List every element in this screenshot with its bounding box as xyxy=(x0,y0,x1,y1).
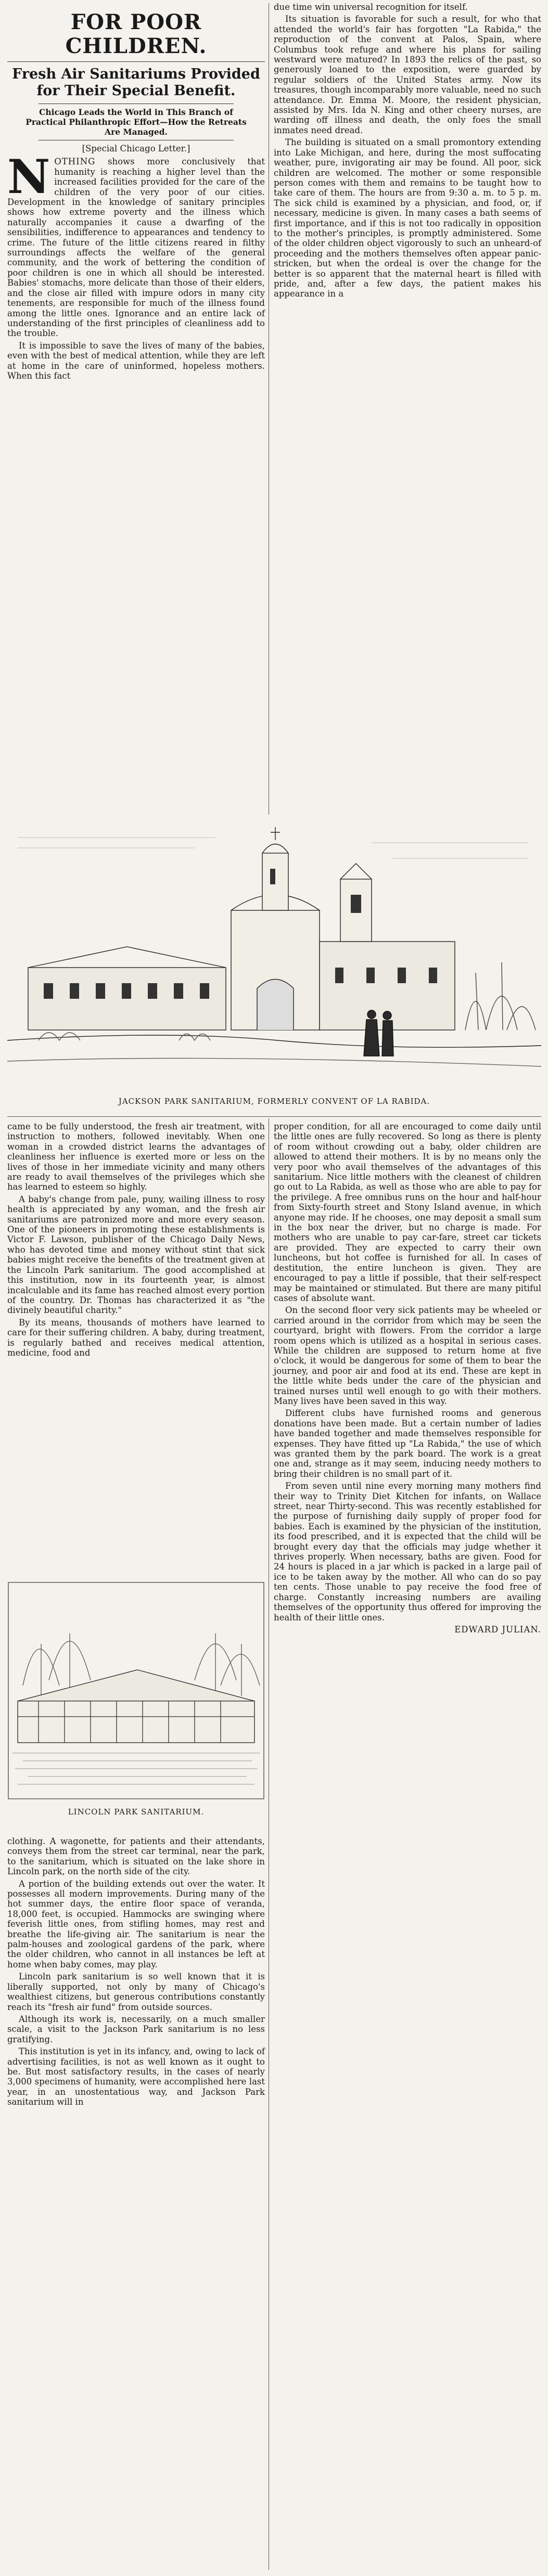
paragraph: Different clubs have furnished rooms and generous donations have been made. But a certain number of ladies have banded together and made themselves responsible for expenses. They have fitted up "La Rabida," the use of which was granted them by the park board. The work is a great one and, strange as it may seem, inducing needy mothers to bring their children is no small part of it. xyxy=(274,1408,541,1479)
headline: FOR POOR CHILDREN. xyxy=(65,10,207,58)
paragraph: From seven until nine every morning many mothers find their way to Trinity Diet Kitchen for infants, on Wallace street, near Thirty-second. This was recently established for the purpose of furnishing daily supply of proper food for babies. Each is examined by the physician of the institution, its food prescribed, and it is expected that the child will be brought every day that the officials may judge whether it thrives properly. When necessary, baths are given. Food for 24 hours is placed in a jar which is packed in a large pail of ice to be taken away by the mother. All who can do so pay ten cents. Those unable to pay receive the food free of charge. Constantly increasing numbers are availing themselves of the opportunity thus offered for improving the health of their little ones. xyxy=(274,1481,541,1622)
subheadline: Fresh Air Sanitariums Provided for Their Special Benefit. xyxy=(12,66,260,99)
column-2 xyxy=(274,2,541,301)
figure-caption: LINCOLN PARK SANITARIUM. xyxy=(68,1807,205,1817)
dateline: [Special Chicago Letter.] xyxy=(82,144,190,153)
figure-caption: JACKSON PARK SANITARIUM, FORMERLY CONVENT OF LA RABIDA. xyxy=(118,1097,430,1106)
column-1 xyxy=(7,7,265,383)
lincoln-park-illustration xyxy=(7,1581,265,1800)
lead-caps: OTHING xyxy=(54,157,96,167)
drop-cap: N xyxy=(7,149,50,205)
paragraph: A baby's change from pale, puny, wailing illness to rosy health is appreciated by any woman, and the fresh air sanitariums are patronized more and more every season. One of the pioneers in promoting these establishments is Victor F. Lawson, publisher of the Chicago Daily News, who has devoted time and money without stint that sick babies might receive the benefits of the treatment given at the Lincoln Park sanitarium. The good accomplished at this institution, now in its fourteenth year, is almost incalculable and its fame has reached almost every portion of the country. Dr. Thomas has characterized it as "the divinely beautiful charity." xyxy=(7,1194,265,1316)
column-5 xyxy=(7,1836,265,2109)
paragraph: clothing. A wagonette, for patients and their attendants, conveys them from the street car terminal, near the park, to the sanitarium, which is situated on the lake shore in Lincoln park, on the north side of the city. xyxy=(7,1836,265,1877)
jackson-park-illustration xyxy=(7,817,541,1087)
paragraph: It is impossible to save the lives of many of the babies, even with the best of medical attention, while they are left at home in the care of uninformed, hopeless mothers. When this fact xyxy=(7,340,265,381)
figure-rule xyxy=(7,1116,541,1117)
divider xyxy=(7,61,265,62)
paragraph: By its means, thousands of mothers have learned to care for their suffering children. A baby, during treatment, is regularly bathed and receives medical attention, medicine, food and xyxy=(7,1317,265,1358)
paragraph: Lincoln park sanitarium is so well known that it is liberally supported, not only by many of Chicago's wealthiest citizens, but generous contributions constantly reach its "fresh air fund" from outside sources. xyxy=(7,1972,265,2012)
paragraph xyxy=(7,149,265,339)
paragraph: A portion of the building extends out over the water. It possesses all modern improvements. During many of the hot summer days, the entire floor space of veranda, 18,000 feet, is occupied. Hammocks are swinging where feverish little ones, from stifling homes, may rest and breathe the life-giving air. The sanitarium is near the palm-houses and zoological gardens of the park, where the older children, who cannot in all instances be left at home when baby comes, may play. xyxy=(7,1878,265,1969)
byline: EDWARD JULIAN. xyxy=(454,1624,541,1634)
column-4 xyxy=(274,1122,541,1634)
paragraph: On the second floor very sick patients may be wheeled or carried around in the corridor from which may be seen the courtyard, bright with flowers. From the corridor a large room opens which is utilized as a hospital in serious cases. While the children are supposed to return home at five o'clock, it would be dangerous for some of them to bear the journey, and poor air and food at its end. These are kept in the little white beds under the care of the physician and trained nurses until well enough to go with their mothers. Many lives have been saved in this way. xyxy=(274,1305,541,1406)
paragraph: Its situation is favorable for such a result, for who that attended the world's fair has forgotten "La Rabida," the reproduction of the convent at Palos, Spain, where Columbus took refuge and where his plans for sailing westward were matured? In 1893 the relics of the past, so generously loaned to the exposition, were guarded by regular soldiers of the United States army. Now its treasures, though incomparably more valuable, need no such attendance. Dr. Emma M. Moore, the resident physician, assisted by Mrs. Ida N. King and other cheery nurses, are warding off illness and death, the only foes the small inmates need dread. xyxy=(274,14,541,135)
paragraph: The building is situated on a small promontory extending into Lake Michigan, and here, during the most suffocating weather, pure, invigorating air may be found. All poor, sick children are welcomed. The mother or some responsible person comes with them and remains to be taught how to take care of them. The hours are from 9:30 a. m. to 5 p. m. The sick child is examined by a physician, and food, or, if necessary, medicine is given. In many cases a bath seems of first importance, and if this is not too radically in opposition to the mother's principles, is promptly administered. Some of the older children object vigorously to such an unheard-of proceeding and the mothers themselves often appear panic-stricken, but when the ordeal is over the change for the better is so apparent that the maternal heart is filled with pride, and, after a few days, the patient makes his appearance in a xyxy=(274,137,541,299)
deck: Chicago Leads the World in This Branch of Practical Philanthropic Effort—How the Retreats Are Managed. xyxy=(26,107,247,137)
paragraph-text: shows more conclusively that humanity is reaching a higher level than the increased facilities provided for the care of the children of the very poor of our cities. Development in the knowledge of sanitary principles shows how extreme poverty and the illness which naturally accompanies it cause a dwarfing of the sensibilities, indifference to appearances and tendency to crime. The future of the little citizens reared in filthy surroundings affects the welfare of the general community, and the work of bettering the condition of poor children is one in which all should be interested. Babies' stomachs, more delicate than those of their elders, and the close air filled with impure odors in many city tenements, are responsible for much of the illness found among the little ones. Ignorance and an entire lack of understanding of the first principles of cleanliness add to the trouble. xyxy=(7,157,265,339)
paragraph: Although its work is, necessarily, on a much smaller scale, a visit to the Jackson Park sanitarium is no less gratifying. xyxy=(7,2014,265,2044)
paragraph: This institution is yet in its infancy, and, owing to lack of advertising facilities, is not as well known as it ought to be. But most satisfactory results, in the cases of nearly 3,000 specimens of humanity, were accomplished here last year, in an unostentatious way, and Jackson Park sanitarium will in xyxy=(7,2046,265,2107)
column-3 xyxy=(7,1122,265,1360)
paragraph: proper condition, for all are encouraged to come daily until the little ones are fully recovered. So long as there is plenty of room without crowding out a baby, older children are allowed to attend their mothers. It is by no means only the very poor who avail themselves of the advantages of this sanitarium. Nice little mothers with the cleanest of children go out to La Rabida, as well as those who are able to pay for the privilege. A free omnibus runs on the hour and half-hour from Sixty-fourth street and Stony Island avenue, in which anyone may ride. If he chooses, one may deposit a small sum in the box near the driver, but no charge is made. For mothers who are unable to pay car-fare, street car tickets are provided. They are expected to carry their own luncheons, but hot coffee is furnished for all. In cases of destitution, the entire luncheon is given. They are encouraged to pay a little if possible, that their self-respect may be maintained or stimulated. But there are many pitiful cases of absolute want. xyxy=(274,1122,541,1303)
paragraph: came to be fully understood, the fresh air treatment, with instruction to mothers, followed inevitably. When one woman in a crowded district learns the advantages of cleanliness her influence is exerted more or less on the lives of those in her immediate vicinity and many others are ready to avail themselves of the privileges which she has learned to esteem so highly. xyxy=(7,1122,265,1192)
paragraph: due time win universal recognition for itself. xyxy=(274,2,468,12)
